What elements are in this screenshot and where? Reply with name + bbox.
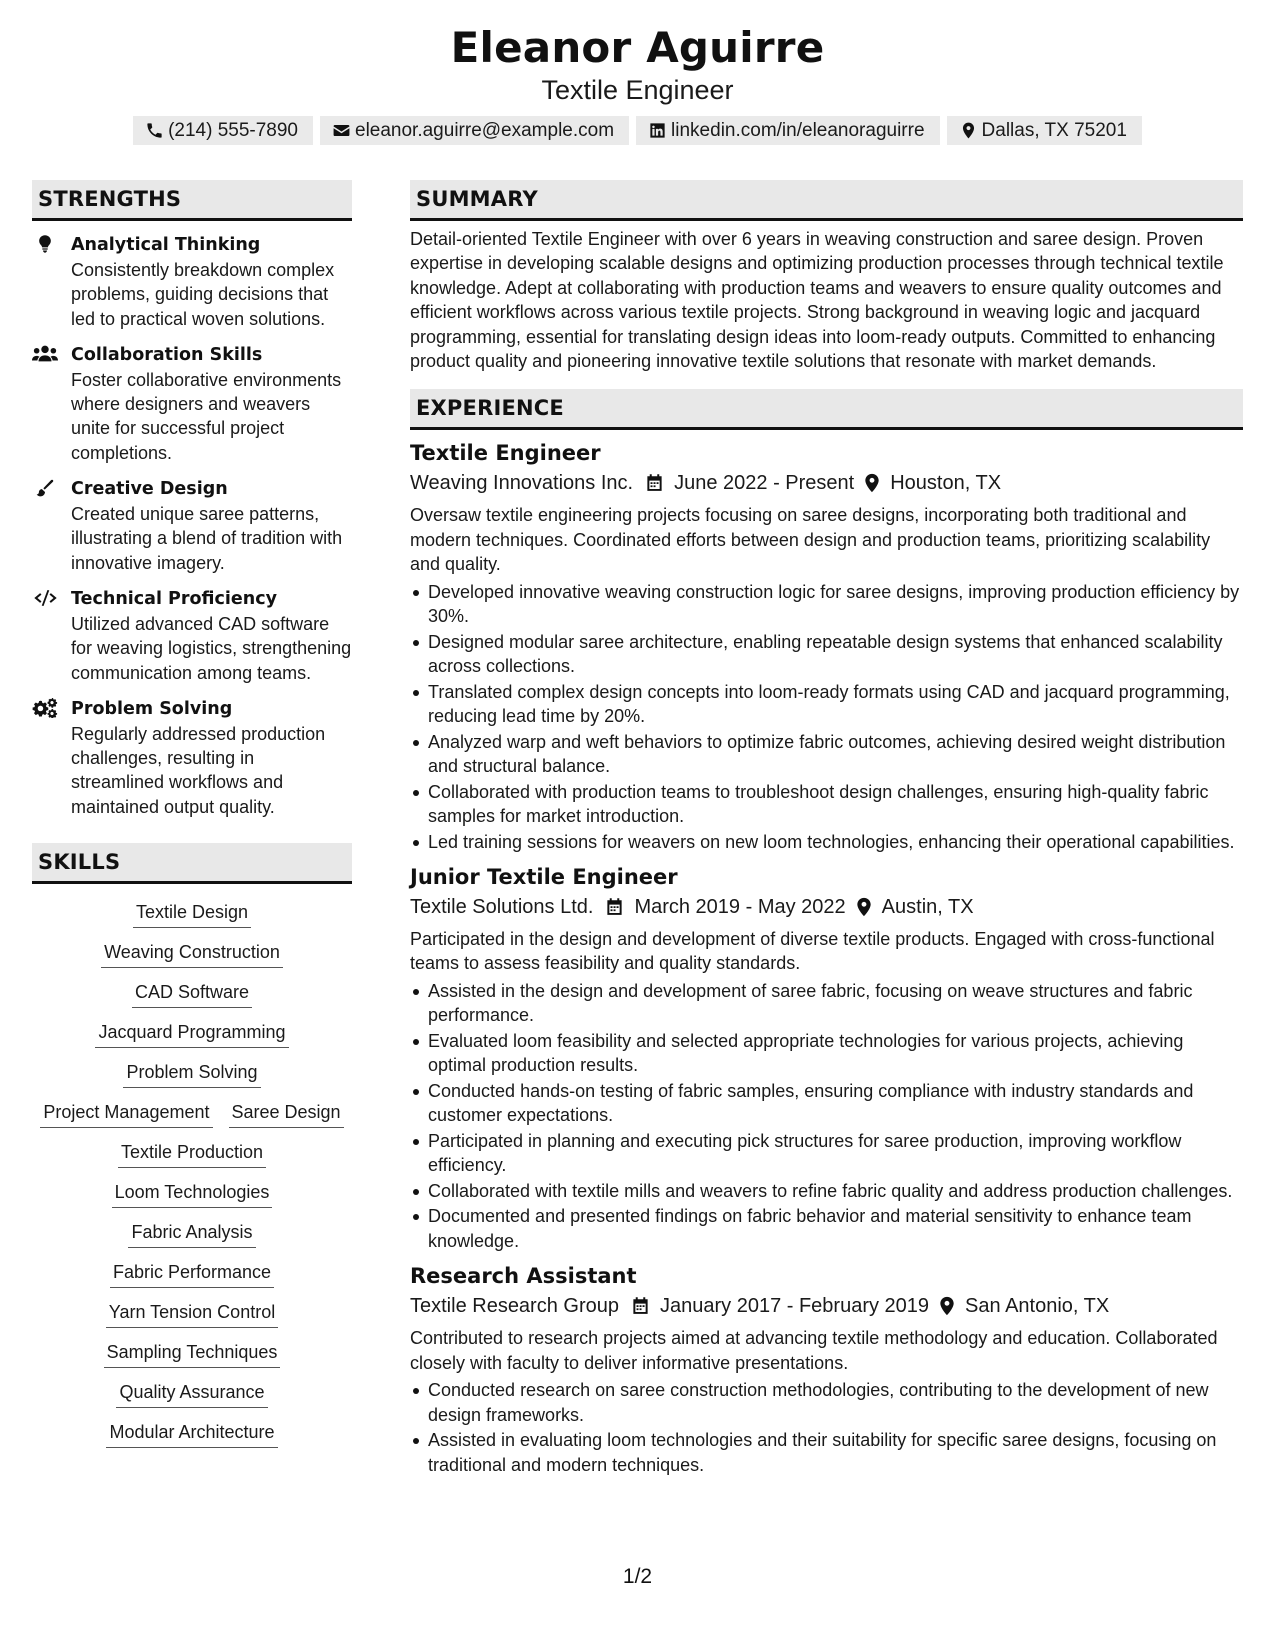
right-column	[410, 180, 1243, 1478]
envelope-icon	[332, 121, 351, 140]
contact-phone-text: (214) 555-7890	[168, 119, 298, 141]
job-description: Participated in the design and development of diverse textile products. Engaged with cross-functional teams to assess feasibility and quality standards.	[410, 929, 1215, 974]
job-title: Textile Engineer	[410, 441, 601, 466]
job-entry	[410, 1263, 1243, 1477]
map-pin-icon	[939, 1296, 955, 1316]
job-bullet: Collaborated with production teams to troubleshoot design challenges, ensuring high-quality fabric samples for market introduction.	[410, 780, 1243, 829]
job-entry	[410, 440, 1243, 854]
paintbrush-icon	[34, 478, 56, 498]
contact-phone	[133, 116, 313, 145]
strength-title: Analytical Thinking	[71, 235, 261, 255]
job-bullet: Assisted in evaluating loom technologies and their suitability for specific saree designs, focusing on traditional and modern techniques.	[410, 1428, 1243, 1477]
strengths-heading: STRENGTHS	[32, 180, 352, 221]
job-bullet: Led training sessions for weavers on new loom technologies, enhancing their operational capabilities.	[410, 830, 1243, 854]
strength-title: Collaboration Skills	[71, 344, 263, 365]
calendar-icon	[631, 1296, 650, 1316]
map-pin-icon	[959, 121, 978, 140]
job-dates: June 2022 - Present	[674, 472, 855, 495]
job-meta	[410, 469, 1243, 497]
job-bullet: Documented and presented findings on fabric behavior and material sensitivity to enhance team knowledge.	[410, 1204, 1243, 1253]
strength-title: Creative Design	[71, 479, 228, 500]
strength-description: Foster collaborative environments where designers and weavers unite for successful project completions.	[71, 369, 342, 463]
skill-tag: Textile Design	[133, 900, 251, 928]
job-title: Research Assistant	[410, 1264, 637, 1289]
resume-header	[0, 22, 1275, 145]
job-bullet-list	[410, 979, 1243, 1253]
gears-icon	[32, 698, 58, 718]
contact-location	[947, 116, 1142, 145]
job-location: Houston, TX	[890, 472, 1002, 495]
job-bullet: Collaborated with textile mills and weavers to refine fabric quality and address production challenges.	[410, 1179, 1243, 1203]
skill-tag: Saree Design	[229, 1100, 344, 1128]
skill-tag: Fabric Performance	[110, 1260, 274, 1288]
strength-item	[32, 697, 352, 819]
strength-item	[32, 233, 352, 331]
contact-linkedin	[636, 116, 939, 145]
strength-description: Consistently breakdown complex problems, guiding decisions that led to practical woven solutions.	[71, 260, 335, 329]
left-column	[32, 180, 352, 1448]
job-bullet-list	[410, 580, 1243, 854]
strength-description: Created unique saree patterns, illustrating a blend of tradition with innovative imagery.	[71, 504, 343, 573]
job-description: Contributed to research projects aimed at advancing textile methodology and education. Collaborated closely with faculty to deliver informative presentations.	[410, 1328, 1218, 1373]
skill-tag: Fabric Analysis	[128, 1220, 255, 1248]
skill-tag: Quality Assurance	[116, 1380, 267, 1408]
candidate-title: Textile Engineer	[541, 75, 734, 105]
map-pin-icon	[864, 473, 880, 493]
job-company: Textile Research Group	[410, 1295, 619, 1318]
job-bullet-list	[410, 1378, 1243, 1477]
job-bullet: Conducted research on saree construction methodologies, contributing to the development of new design frameworks.	[410, 1378, 1243, 1427]
job-meta	[410, 1292, 1243, 1320]
calendar-icon	[645, 473, 664, 493]
linkedin-icon	[648, 121, 667, 140]
map-pin-icon	[856, 897, 872, 917]
job-bullet: Conducted hands-on testing of fabric samples, ensuring compliance with industry standards and customer expectations.	[410, 1079, 1243, 1128]
contact-location-text: Dallas, TX 75201	[981, 119, 1127, 141]
lightbulb-icon	[34, 234, 56, 254]
job-company: Weaving Innovations Inc.	[410, 472, 634, 495]
job-entry	[410, 864, 1243, 1253]
skill-tag: Yarn Tension Control	[106, 1300, 278, 1328]
job-bullet: Designed modular saree architecture, enabling repeatable design systems that enhanced scalability across collections.	[410, 630, 1243, 679]
users-icon	[32, 344, 58, 364]
strength-title: Problem Solving	[71, 698, 233, 719]
contact-email-text: eleanor.aguirre@example.com	[355, 119, 615, 141]
job-bullet: Translated complex design concepts into loom-ready formats using CAD and jacquard programming, reducing lead time by 20%.	[410, 680, 1243, 729]
job-dates: January 2017 - February 2019	[659, 1295, 930, 1318]
skills-list	[32, 900, 352, 1448]
job-description: Oversaw textile engineering projects focusing on saree designs, incorporating both traditional and modern techniques. Coordinated efforts between design and production teams, prioritizing scalability and quality.	[410, 505, 1211, 575]
skill-tag: Weaving Construction	[101, 940, 283, 968]
job-bullet: Developed innovative weaving construction logic for saree designs, improving production efficiency by 30%.	[410, 580, 1243, 629]
job-bullet: Analyzed warp and weft behaviors to optimize fabric outcomes, achieving desired weight distribution and structural balance.	[410, 730, 1243, 779]
skill-tag: Textile Production	[118, 1140, 266, 1168]
job-location: Austin, TX	[881, 896, 974, 919]
job-bullet: Assisted in the design and development of saree fabric, focusing on weave structures and fabric performance.	[410, 979, 1243, 1028]
job-title: Junior Textile Engineer	[410, 865, 678, 890]
skill-tag: Problem Solving	[123, 1060, 260, 1088]
skill-tag: Sampling Techniques	[104, 1340, 281, 1368]
job-meta	[410, 893, 1243, 921]
job-bullet: Participated in planning and executing pick structures for saree production, improving workflow efficiency.	[410, 1129, 1243, 1178]
skill-tag: Project Management	[40, 1100, 212, 1128]
summary-heading: SUMMARY	[410, 180, 1243, 221]
skills-heading: SKILLS	[32, 843, 352, 884]
skill-tag: Jacquard Programming	[95, 1020, 288, 1048]
job-bullet: Evaluated loom feasibility and selected appropriate technologies for various projects, achieving optimal production results.	[410, 1029, 1243, 1078]
contact-bar	[0, 116, 1275, 145]
code-icon	[33, 588, 58, 608]
summary-text: Detail-oriented Textile Engineer with over 6 years in weaving construction and saree design. Proven expertise in developing scalable designs and optimizing production processes through technical textile knowledge. Adept at collaborating with production teams and weavers to ensure quality outcomes and efficient workflows across various textile projects. Strong background in weaving logic and jacquard programming, essential for translating design ideas into loom-ready outputs. Committed to enhancing product quality and pioneering innovative textile solutions that resonate with market demands.	[410, 229, 1224, 372]
calendar-icon	[605, 897, 624, 917]
experience-heading: EXPERIENCE	[410, 389, 1243, 430]
strength-description: Regularly addressed production challenges, resulting in streamlined workflows and maintained output quality.	[71, 723, 326, 817]
skill-tag: CAD Software	[132, 980, 252, 1008]
phone-icon	[145, 121, 164, 140]
candidate-name: Eleanor Aguirre	[450, 23, 825, 72]
strength-item	[32, 477, 352, 575]
strength-item	[32, 587, 352, 685]
job-location: San Antonio, TX	[965, 1295, 1110, 1318]
job-dates: March 2019 - May 2022	[634, 896, 846, 919]
skill-tag: Loom Technologies	[112, 1180, 273, 1208]
contact-linkedin-text: linkedin.com/in/eleanoraguirre	[671, 119, 925, 141]
strength-description: Utilized advanced CAD software for weaving logistics, strengthening communication among teams.	[71, 613, 352, 683]
job-company: Textile Solutions Ltd.	[410, 896, 594, 919]
strength-title: Technical Proficiency	[71, 588, 277, 609]
strength-item	[32, 343, 352, 465]
skill-tag: Modular Architecture	[106, 1420, 277, 1448]
contact-email	[320, 116, 629, 145]
page-number: 1/2	[622, 1565, 653, 1588]
